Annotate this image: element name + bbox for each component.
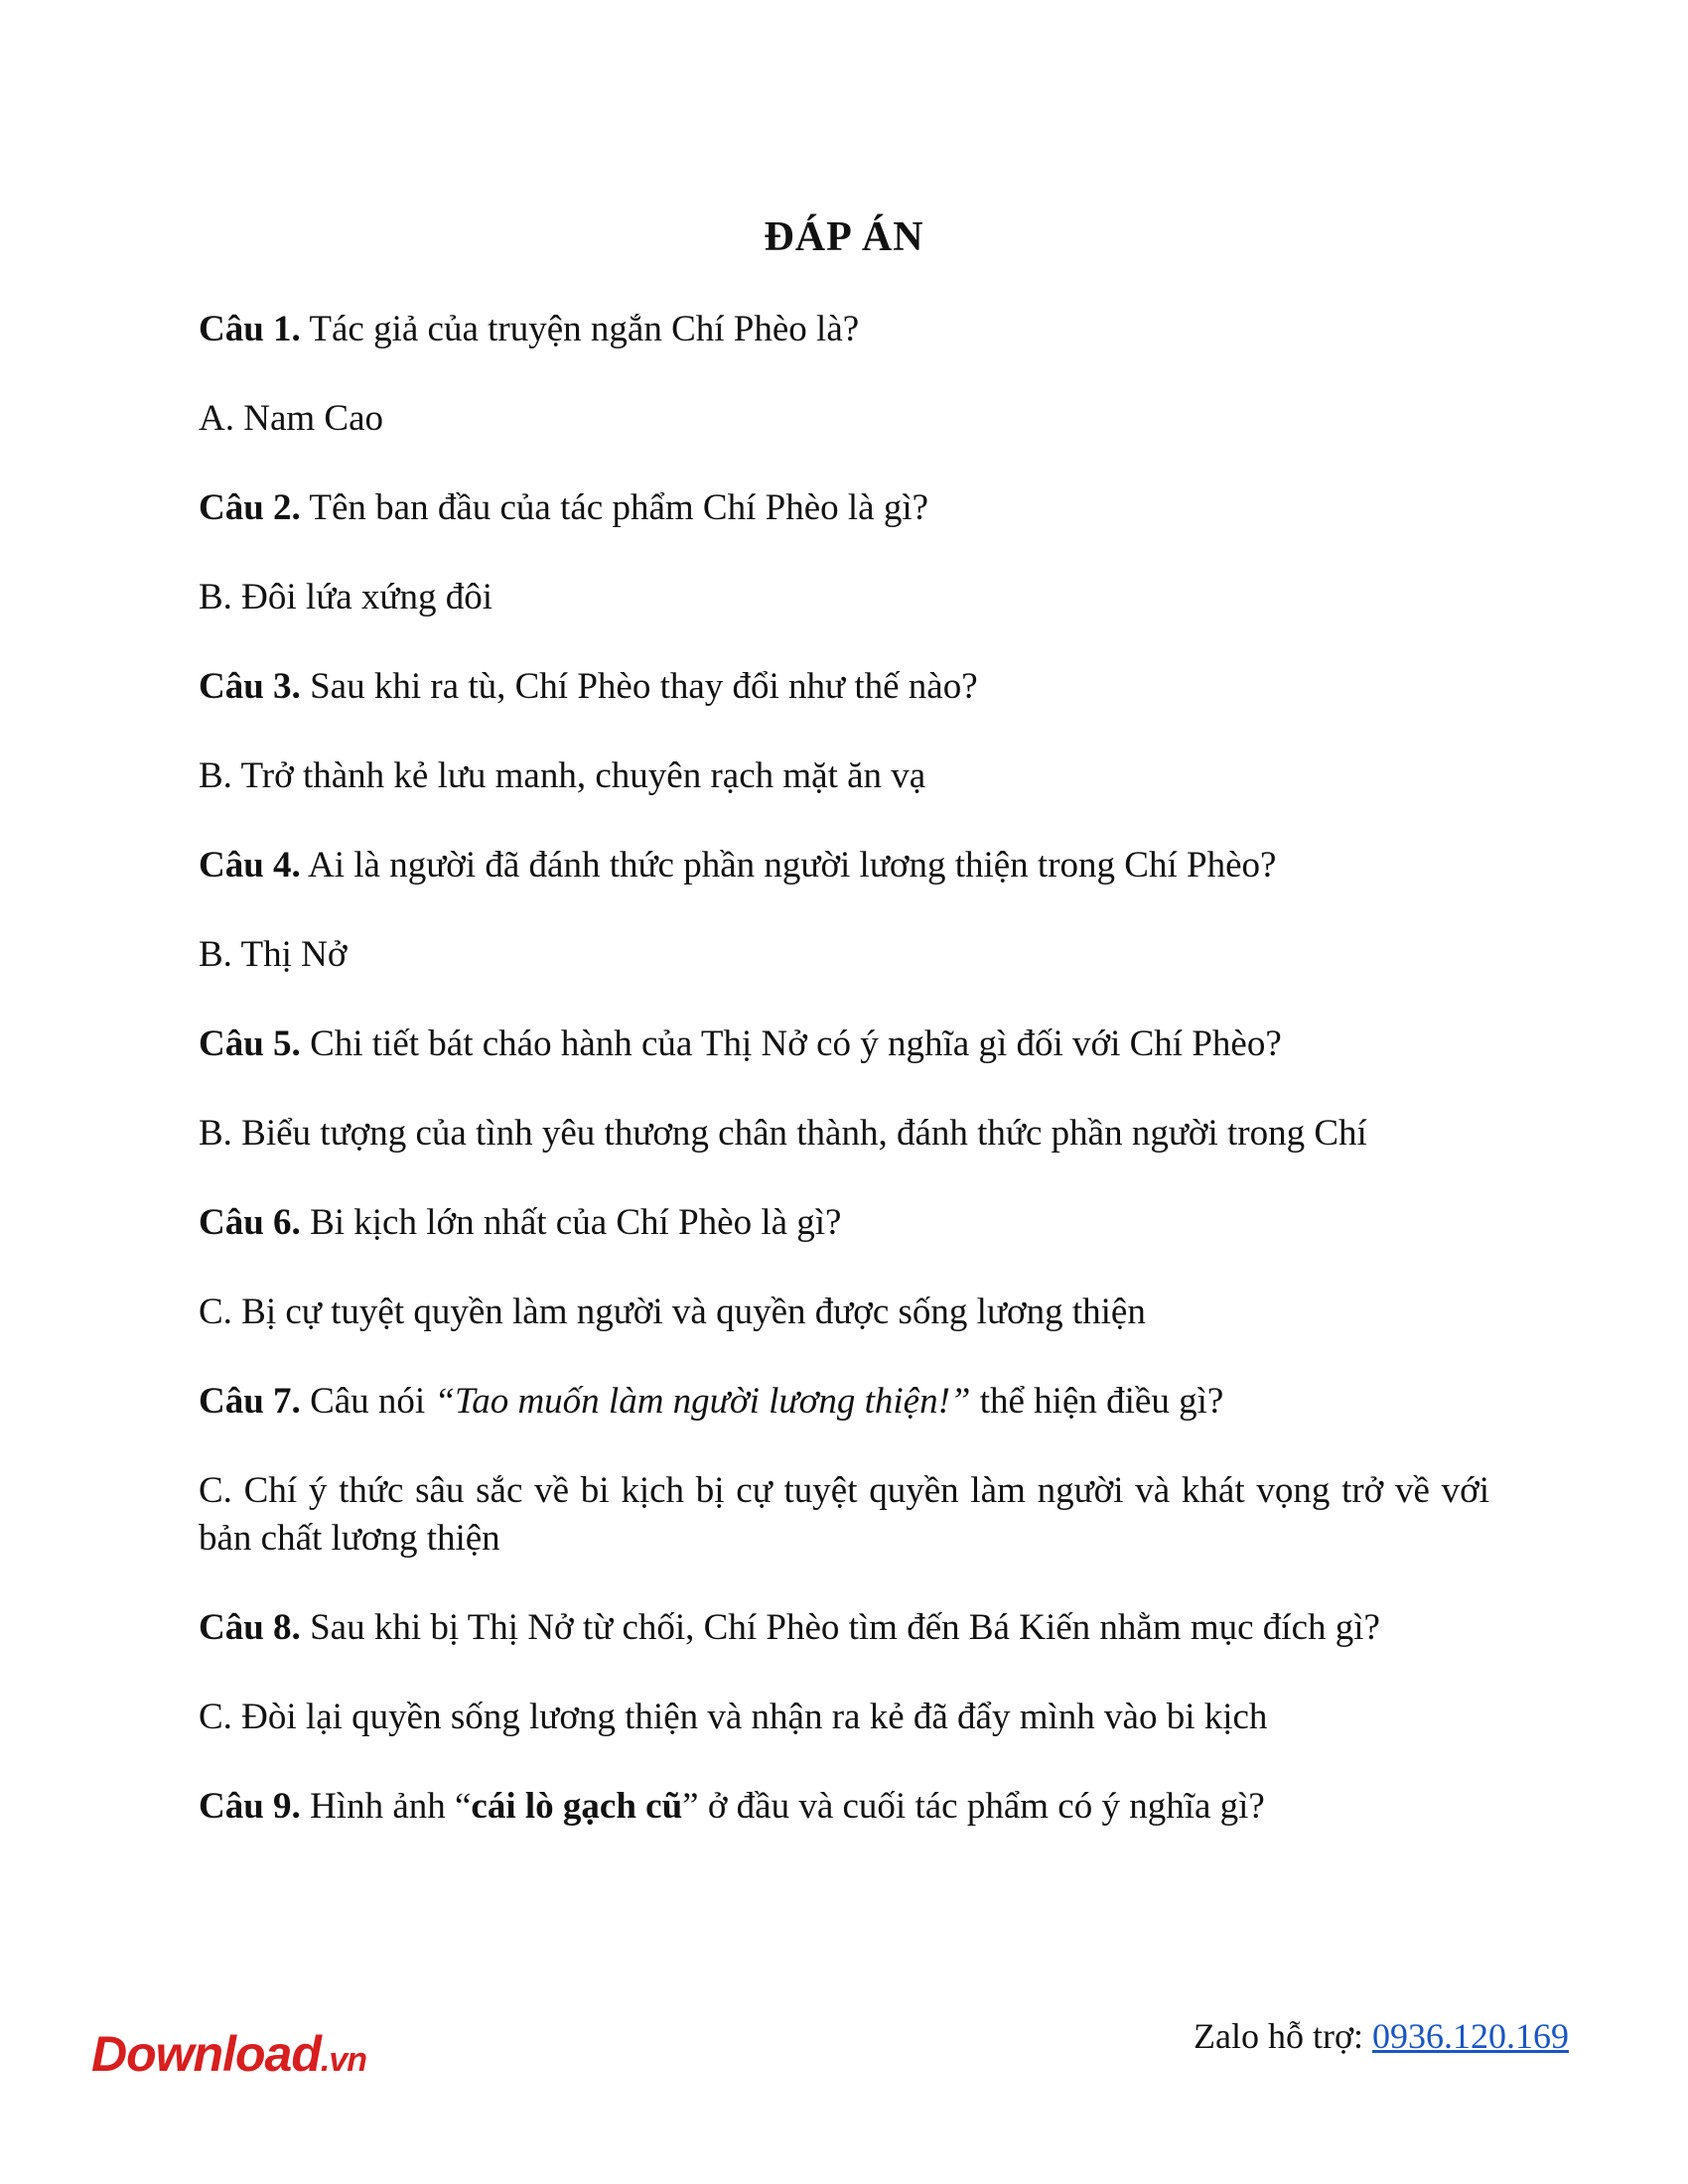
question-number: Câu 1. — [199, 309, 301, 349]
download-vn-logo[interactable] — [91, 2025, 366, 2083]
question-number: Câu 9. — [199, 1786, 301, 1827]
question-number: Câu 7. — [199, 1381, 301, 1422]
question-text-after: thể hiện điều gì? — [970, 1381, 1224, 1422]
answer-3: B. Trở thành kẻ lưu manh, chuyên rạch mặt ăn vạ — [199, 755, 926, 796]
question-text: Sau khi bị Thị Nở từ chối, Chí Phèo tìm đến Bá Kiến nhằm mục đích gì? — [300, 1607, 1380, 1648]
question-text-after: ” ở đầu và cuối tác phẩm có ý nghĩa gì? — [682, 1786, 1265, 1827]
answer-list — [199, 306, 1489, 1872]
question-text: Sau khi ra tù, Chí Phèo thay đổi như thế nào? — [300, 666, 978, 707]
quote-text: “Tao muốn làm người lương thiện!” — [434, 1381, 971, 1422]
page-title: ĐÁP ÁN — [764, 214, 924, 260]
question-text-before: Hình ảnh “ — [300, 1786, 472, 1827]
answer-7: C. Chí ý thức sâu sắc về bi kịch bị cự tuyệt quyền làm người và khát vọng trở về với bản chất lương thiện — [199, 1470, 1489, 1559]
answer-5: B. Biểu tượng của tình yêu thương chân thành, đánh thức phần người trong Chí — [199, 1113, 1367, 1154]
question-number: Câu 3. — [199, 666, 301, 707]
question-text: Tên ban đầu của tác phẩm Chí Phèo là gì? — [300, 487, 929, 528]
question-2 — [199, 484, 1489, 532]
question-text-before: Câu nói — [300, 1381, 435, 1422]
question-number: Câu 6. — [199, 1202, 301, 1243]
answer-1: A. Nam Cao — [199, 398, 383, 439]
question-8 — [199, 1604, 1489, 1652]
question-3 — [199, 663, 1489, 711]
bold-phrase: cái lò gạch cũ — [471, 1786, 683, 1827]
question-1 — [199, 306, 1489, 353]
support-label: Zalo hỗ trợ: — [1194, 2016, 1372, 2056]
question-text: Tác giả của truyện ngắn Chí Phèo là? — [300, 309, 860, 349]
question-number: Câu 2. — [199, 487, 301, 528]
question-text: Bi kịch lớn nhất của Chí Phèo là gì? — [300, 1202, 842, 1243]
question-number: Câu 5. — [199, 1024, 301, 1064]
logo-main-text: Download — [91, 2026, 321, 2082]
question-number: Câu 8. — [199, 1607, 301, 1648]
question-7 — [199, 1378, 1489, 1426]
question-number: Câu 4. — [199, 845, 301, 886]
question-9 — [199, 1783, 1489, 1831]
question-text: Ai là người đã đánh thức phần người lương thiện trong Chí Phèo? — [300, 845, 1277, 886]
answer-8: C. Đòi lại quyền sống lương thiện và nhận ra kẻ đã đẩy mình vào bi kịch — [199, 1697, 1268, 1737]
question-4 — [199, 842, 1489, 889]
answer-4: B. Thị Nở — [199, 934, 348, 975]
question-text: Chi tiết bát cháo hành của Thị Nở có ý nghĩa gì đối với Chí Phèo? — [300, 1024, 1282, 1064]
support-contact — [1194, 2015, 1569, 2057]
answer-2: B. Đôi lứa xứng đôi — [199, 577, 493, 617]
question-6 — [199, 1199, 1489, 1247]
answer-6: C. Bị cự tuyệt quyền làm người và quyền được sống lương thiện — [199, 1292, 1146, 1332]
support-phone-link[interactable]: 0936.120.169 — [1372, 2016, 1569, 2056]
question-5 — [199, 1021, 1489, 1068]
logo-suffix-text: .vn — [320, 2041, 366, 2079]
